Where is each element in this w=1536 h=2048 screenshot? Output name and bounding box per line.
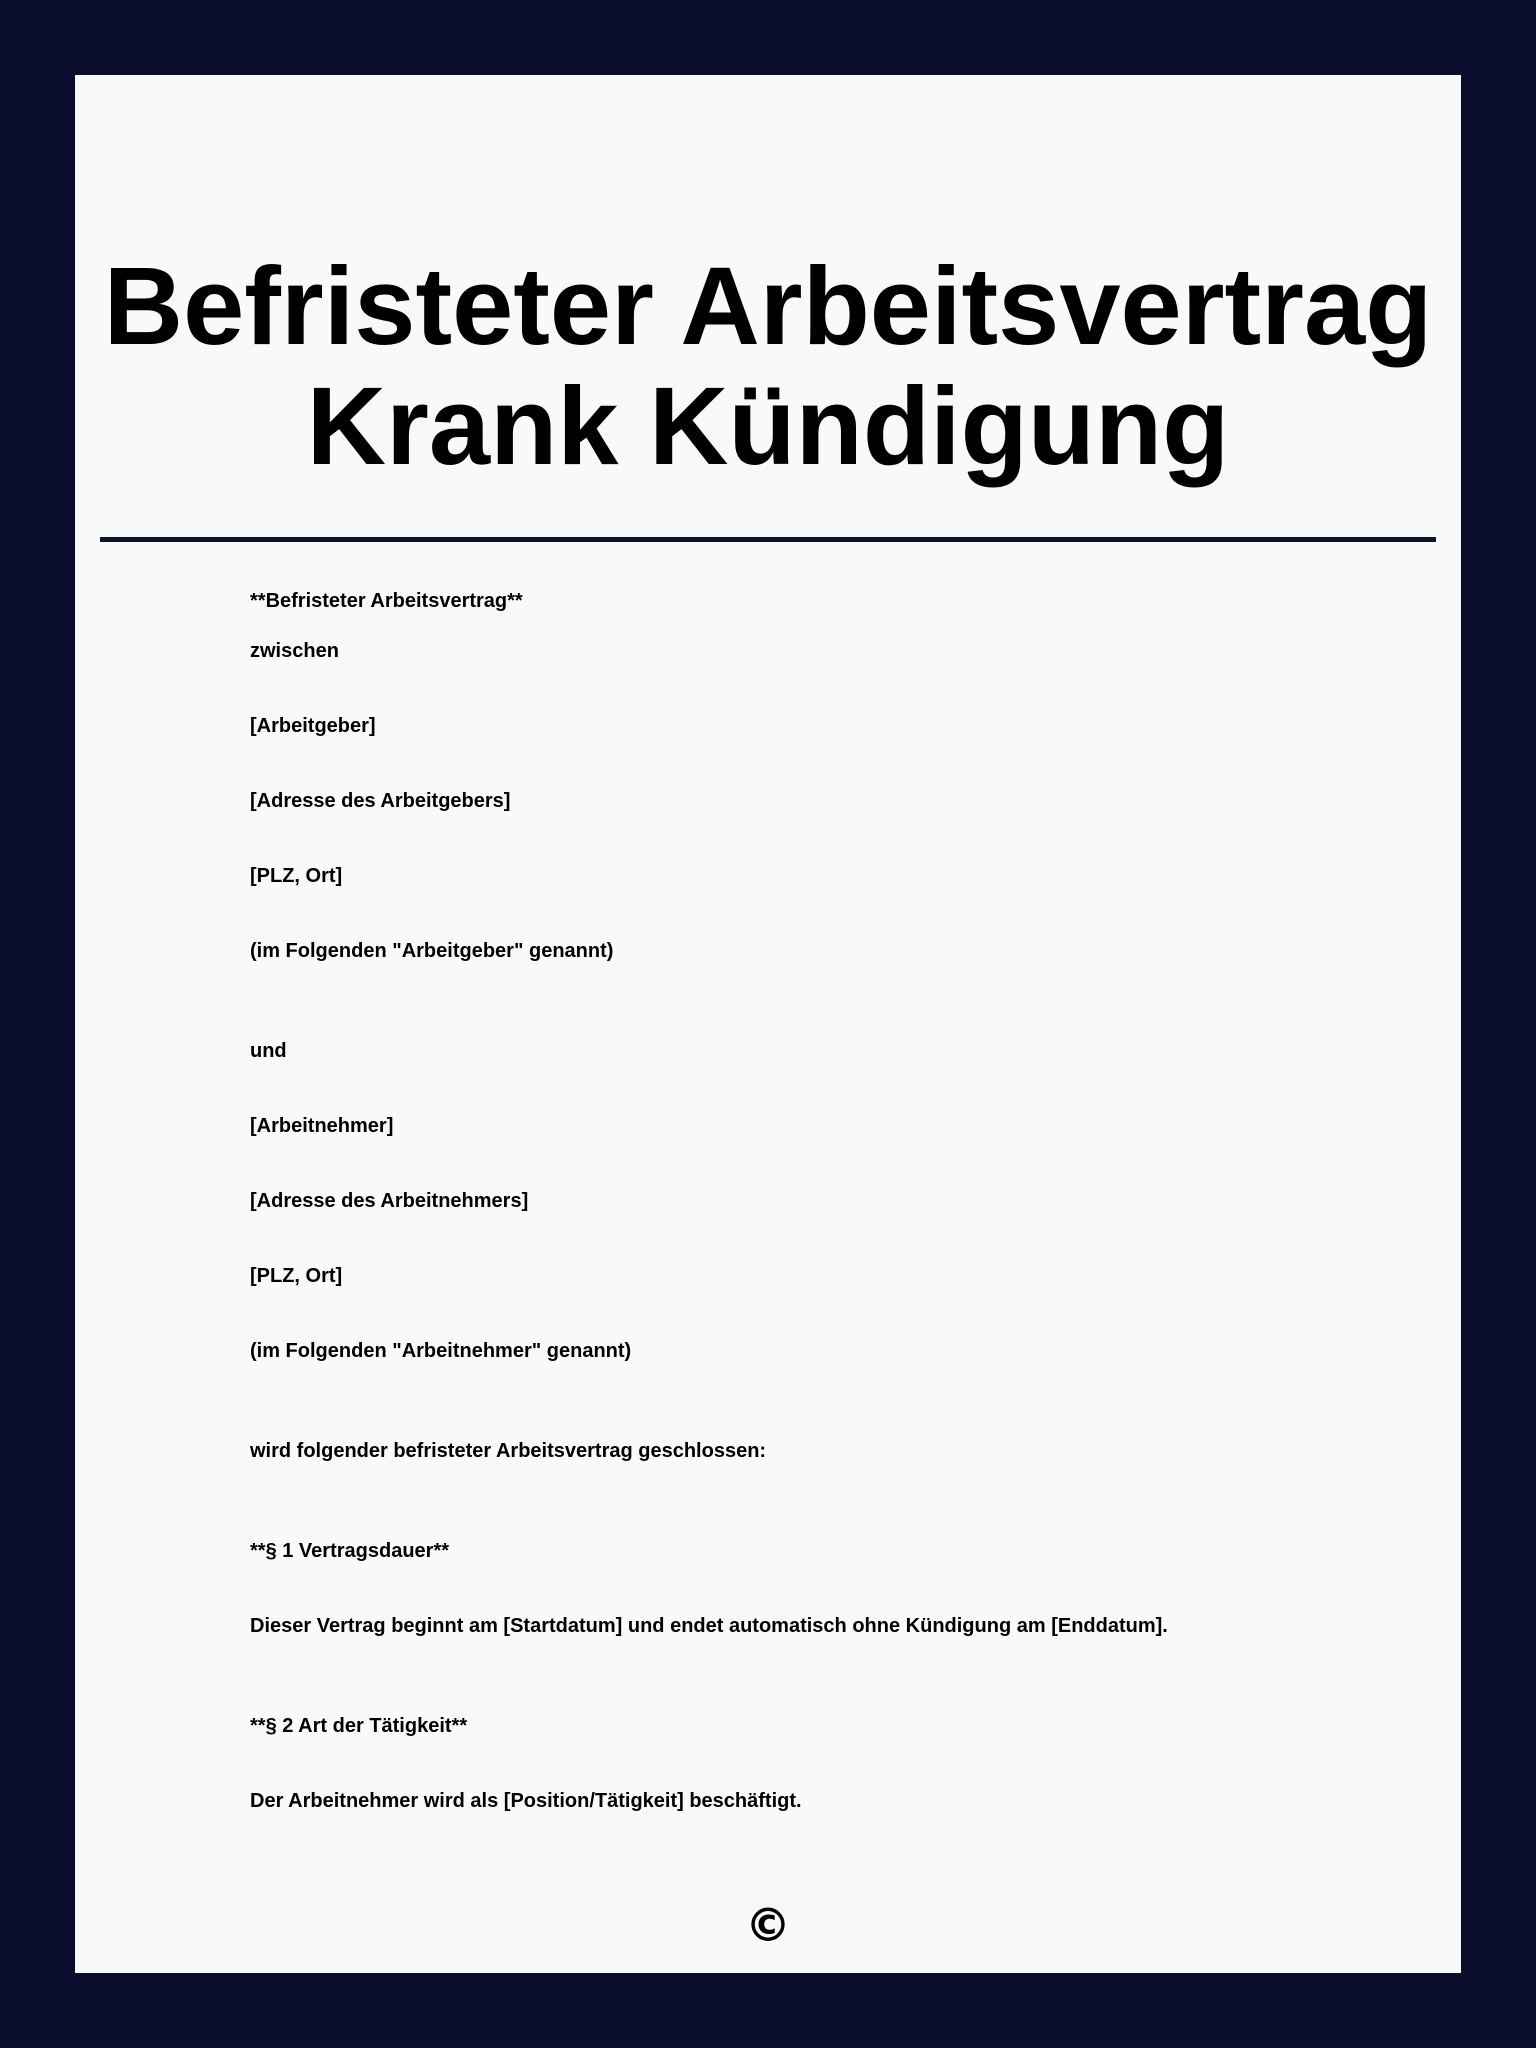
between-label: zwischen: [250, 640, 339, 662]
title-line-1: Befristeter Arbeitsvertrag: [103, 245, 1433, 368]
employer-definition: (im Folgenden "Arbeitgeber" genannt): [250, 940, 614, 962]
employer-name-placeholder: [Arbeitgeber]: [250, 715, 376, 737]
copyright-icon: ©: [745, 1898, 791, 1952]
title-divider: [100, 537, 1436, 542]
section-1-heading: **§ 1 Vertragsdauer**: [250, 1540, 450, 1562]
title-line-2: Krank Kündigung: [306, 365, 1230, 488]
section-2-text: Der Arbeitnehmer wird als [Position/Tätigkeit] beschäftigt.: [250, 1790, 802, 1812]
employer-address-placeholder: [Adresse des Arbeitgebers]: [250, 790, 511, 812]
document-page: [75, 75, 1461, 1973]
employee-city-placeholder: [PLZ, Ort]: [250, 1265, 343, 1287]
employee-name-placeholder: [Arbeitnehmer]: [250, 1115, 394, 1137]
contract-intro: wird folgender befristeter Arbeitsvertrag geschlossen:: [250, 1440, 767, 1462]
employee-definition: (im Folgenden "Arbeitnehmer" genannt): [250, 1340, 632, 1362]
document-title: [75, 75, 1461, 487]
section-1-text: Dieser Vertrag beginnt am [Startdatum] und endet automatisch ohne Kündigung am [Enddatum].: [250, 1615, 1168, 1637]
employer-city-placeholder: [PLZ, Ort]: [250, 865, 343, 887]
section-2-heading: **§ 2 Art der Tätigkeit**: [250, 1715, 468, 1737]
employee-address-placeholder: [Adresse des Arbeitnehmers]: [250, 1190, 529, 1212]
and-label: und: [250, 1040, 287, 1062]
contract-heading: **Befristeter Arbeitsvertrag**: [250, 590, 523, 612]
